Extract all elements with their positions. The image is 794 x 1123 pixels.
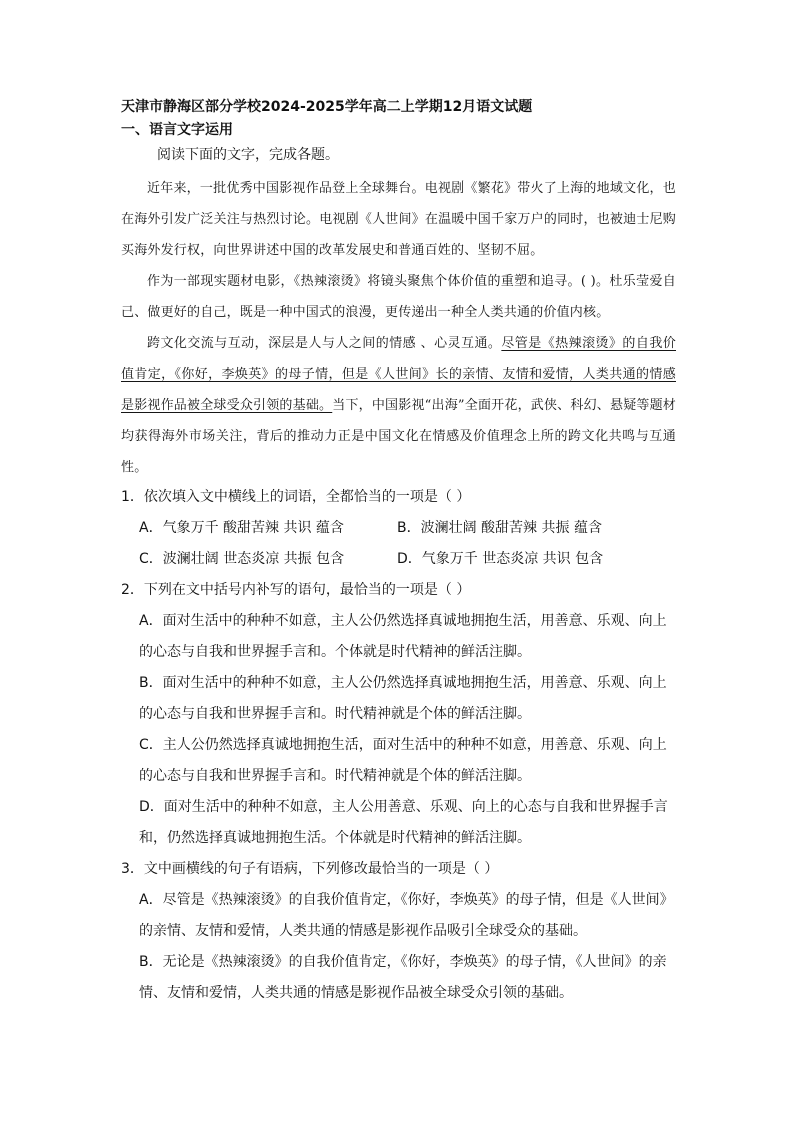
question-2-option-d-line-2: 和，仍然选择真诚地拥抱生活。个体就是时代精神的鲜活注脚。 (139, 830, 531, 846)
question-3-option-a-line-2: 的亲情、友情和爱情，人类共通的情感是影视作品吸引全球受众的基础。 (139, 923, 587, 939)
question-1-option-b: B．波澜壮阔 酸甜苦辣 共振 蕴含 (397, 520, 602, 536)
question-1-option-a: A．气象万千 酸甜苦辣 共识 蕴含 (139, 520, 344, 536)
reading-instruction: 阅读下面的文字，完成各题。 (157, 147, 339, 163)
question-2-option-a (121, 606, 681, 668)
reading-passage (121, 173, 676, 483)
passage-paragraph-3-start: 跨文化交流与互动，深层是人与人之间的情感 、心灵互通。 (147, 336, 502, 351)
question-1-options-row-2 (121, 544, 681, 575)
question-2-option-a-line-1: A．面对生活中的种种不如意，主人公仍然选择真诚地拥抱生活，用善意、乐观、向上 (139, 613, 667, 629)
question-3-option-b (121, 947, 681, 1009)
question-2-option-b-line-1: B．面对生活中的种种不如意，主人公仍然选择真诚地拥抱生活，用善意、乐观、向上 (139, 675, 667, 691)
document-title: 天津市静海区部分学校2024-2025学年高二上学期12月语文试题 (121, 99, 533, 115)
question-3-option-b-line-1: B．无论是《热辣滚烫》的自我价值肯定，《你好，李焕英》的母子情，《人世间》的亲 (139, 954, 667, 970)
passage-paragraph-2: 作为一部现实题材电影，《热辣滚烫》将镜头聚焦个体价值的重塑和追寻。( )。杜乐莹爱自己、做更好的自己，既是一种中国式的浪漫，更传递出一种全人类共通的价值内核。 (121, 274, 676, 320)
passage-paragraph-3-end: 当下，中国影视“出海”全面开花，武侠、科幻、悬疑等题材均获得海外市场关注，背后的推动力正是中国文化在情感及价值理念上所的跨文化共鸣与互通性。 (121, 398, 677, 475)
question-list (121, 482, 681, 1009)
question-2-option-a-line-2: 的心态与自我和世界握手言和。个体就是时代精神的鲜活注脚。 (139, 644, 531, 660)
question-3-option-a-line-1: A．尽管是《热辣滚烫》的自我价值肯定，《你好，李焕英》的母子情，但是《人世间》 (139, 892, 674, 908)
question-2-option-c (121, 730, 681, 792)
question-2-option-b-line-2: 的心态与自我和世界握手言和。时代精神就是个体的鲜活注脚。 (139, 706, 531, 722)
question-2-option-d (121, 792, 681, 854)
passage-paragraph-1: 近年来，一批优秀中国影视作品登上全球舞台。电视剧《繁花》带火了上海的地域文化，也在海外引发广泛关注与热烈讨论。电视剧《人世间》在温暖中国千家万户的同时，也被迪士尼购买海外发行权，向世界讲述中国的改革发展史和普通百姓的、坚韧不屈。 (121, 181, 676, 258)
question-2-stem: 2．下列在文中括号内补写的语句，最恰当的一项是（ ） (121, 582, 471, 598)
question-2-option-c-line-1: C．主人公仍然选择真诚地拥抱生活，面对生活中的种种不如意，用善意、乐观、向上 (139, 737, 667, 753)
question-2-option-c-line-2: 的心态与自我和世界握手言和。时代精神就是个体的鲜活注脚。 (139, 768, 531, 784)
question-1-stem: 1．依次填入文中横线上的词语，全都恰当的一项是（ ） (121, 489, 471, 505)
question-3-option-a (121, 885, 681, 947)
underlined-sentence: 尽管是《热辣滚烫》的自我价值肯定，《你好，李焕英》的母子情，但是《人世间》长的亲情、友情和爱情，人类共通的情感是影视作品被全球受众引领的基础。 (121, 336, 676, 413)
question-3-stem: 3．文中画横线的句子有语病，下列修改最恰当的一项是（ ） (121, 861, 499, 877)
question-3-option-b-line-2: 情、友情和爱情，人类共通的情感是影视作品被全球受众引领的基础。 (139, 985, 573, 1001)
question-2-option-d-line-1: D．面对生活中的种种不如意，主人公用善意、乐观、向上的心态与自我和世界握手言 (139, 799, 668, 815)
question-1-option-d: D．气象万千 世态炎凉 共识 包含 (397, 551, 604, 567)
passage-paragraph-3 (121, 328, 676, 483)
question-1-option-c: C．波澜壮阔 世态炎凉 共振 包含 (139, 551, 345, 567)
section-heading: 一、语言文字运用 (121, 122, 233, 138)
question-1-options-row-1 (121, 513, 681, 544)
question-2-option-b (121, 668, 681, 730)
